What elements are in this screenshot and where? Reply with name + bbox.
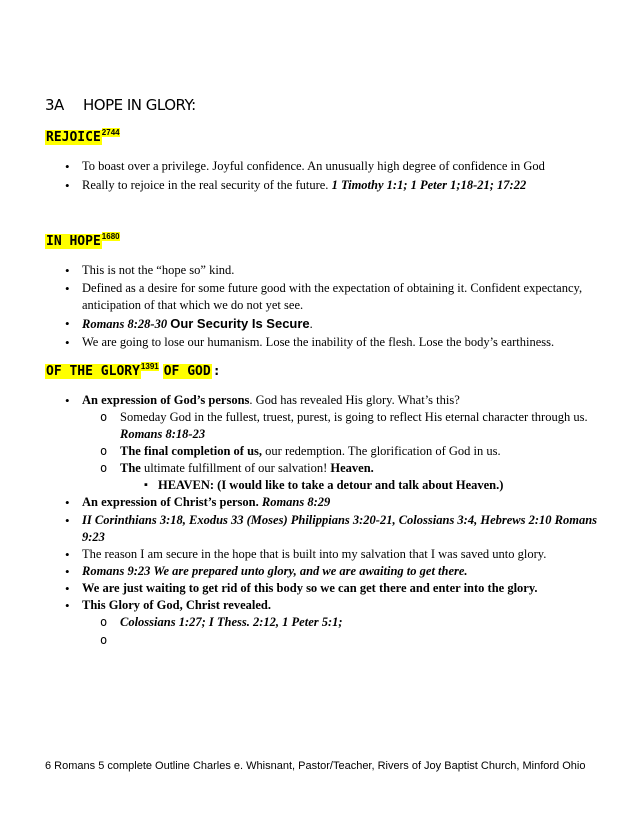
list-item: • The reason I am secure in the hope that is built into my salvation that I was saved unto glory.: [82, 546, 602, 563]
scripture-ref: Romans 8:28-30: [82, 317, 168, 331]
section-heading: [45, 96, 196, 114]
scripture-ref: Romans 8:18-23: [120, 427, 206, 441]
glory-strongs: 1391: [140, 362, 159, 371]
inhope-heading: [45, 232, 120, 250]
page-footer: 6 Romans 5 complete Outline Charles e. Whisnant, Pastor/Teacher, Rivers of Joy Baptist Church, Minford Ohio: [45, 760, 586, 772]
list-item: • Really to rejoice in the real security of the future. 1 Timothy 1:1; 1 Peter 1;18-21; 17:22: [82, 177, 602, 194]
list-item: • Defined as a desire for some future good with the expectation of obtaining it. Confident expectancy, anticipation of that which we do not yet see.: [82, 280, 602, 314]
list-item: • Romans 9:23 We are prepared unto glory, and we are awaiting to get there.: [82, 563, 602, 580]
heading-title: HOPE IN GLORY:: [83, 96, 196, 114]
scripture-ref: Colossians 1:27; I Thess. 2:12, 1 Peter 5:1;: [120, 615, 343, 629]
list-item: • An expression of Christ’s person. Romans 8:29: [82, 494, 602, 511]
god-label: OF GOD: [163, 364, 211, 380]
list-item: • An expression of God’s persons. God has revealed His glory. What’s this?: [82, 392, 602, 409]
list-item: • This is not the “hope so” kind.: [82, 262, 602, 279]
list-item: • This Glory of God, Christ revealed.: [82, 597, 602, 614]
inhope-strongs: 1680: [101, 232, 120, 241]
list-item: • We are just waiting to get rid of this body so we can get there and enter into the glory.: [82, 580, 602, 597]
sub-item: o Someday God in the fullest, truest, purest, is going to reflect His eternal character through us. Romans 8:18-23: [120, 409, 600, 443]
list-item: • To boast over a privilege. Joyful confidence. An unusually high degree of confidence in God: [82, 158, 602, 175]
glory-heading: OF THE $GLORY^{1391}$ OF GOD :: [46, 362, 221, 380]
rejoice-strongs: 2744: [101, 128, 120, 137]
sub-item: o The ultimate fulfillment of our salvation! Heaven.: [120, 460, 600, 477]
sub-item: [120, 614, 600, 631]
list-item: • II Corinthians 3:18, Exodus 33 (Moses) Philippians 3:20-21, Colossians 3:4, Hebrews 2:10 Romans 9:23: [82, 512, 602, 546]
sub-sub-item: ▪ HEAVEN: (I would like to take a detour and talk about Heaven.): [158, 477, 598, 494]
heading-number: 3A: [45, 96, 64, 114]
list-item: • We are going to lose our humanism. Lose the inability of the flesh. Lose the body’s earthiness.: [82, 334, 602, 351]
rejoice-heading: [45, 128, 120, 146]
glory-label: OF THE GLORY: [46, 364, 140, 380]
inhope-label: IN HOPE: [46, 234, 101, 250]
list-item: • Romans 8:28-30 Our Security Is Secure.: [82, 315, 602, 333]
sub-item: o The final completion of us, our redemption. The glorification of God in us.: [120, 443, 600, 460]
scripture-ref: Romans 8:29: [261, 495, 331, 509]
scripture-ref: 1 Timothy 1:1; 1 Peter 1;18-21; 17:22: [331, 178, 527, 192]
rejoice-label: REJOICE: [46, 130, 101, 146]
